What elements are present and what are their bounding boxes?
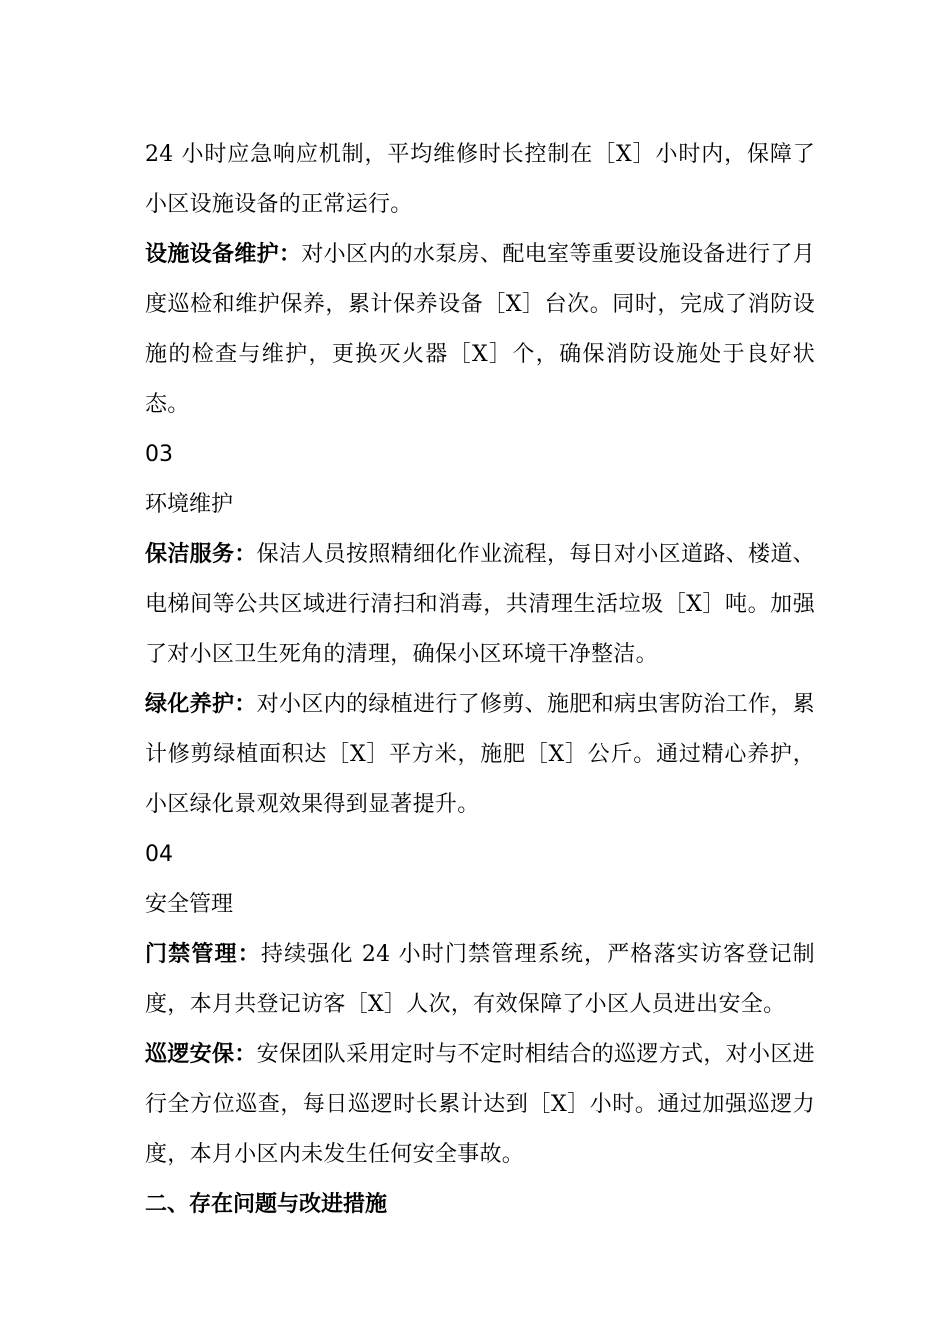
greening-paragraph	[145, 680, 815, 830]
access-control-paragraph	[145, 930, 815, 1030]
greening-label: 绿化养护：	[145, 692, 257, 717]
section-two-heading: 二、存在问题与改进措施	[145, 1192, 388, 1217]
section-title-security: 安全管理	[145, 892, 234, 917]
patrol-text: 安保团队采用定时与不定时相结合的巡逻方式，对小区进行全方位巡查，每日巡逻时长累计达到［X］小时。通过加强巡逻力度，本月小区内未发生任何安全事故。	[145, 1042, 815, 1167]
patrol-label: 巡逻安保：	[145, 1042, 257, 1067]
greening-text: 对小区内的绿植进行了修剪、施肥和病虫害防治工作，累计修剪绿植面积达［X］平方米，施肥［X］公斤。通过精心养护，小区绿化景观效果得到显著提升。	[145, 692, 815, 817]
section-number-03: 03	[145, 442, 173, 467]
facility-maintenance-paragraph	[145, 230, 815, 430]
cleaning-label: 保洁服务：	[145, 542, 257, 567]
facility-maintenance-text: 对小区内的水泵房、配电室等重要设施设备进行了月度巡检和维护保养，累计保养设备［X］台次。同时，完成了消防设施的检查与维护，更换灭火器［X］个，确保消防设施处于良好状态。	[145, 242, 815, 417]
intro-continuation-paragraph: 24 小时应急响应机制，平均维修时长控制在［X］小时内，保障了小区设施设备的正常运行。	[145, 142, 815, 217]
access-control-text: 持续强化 24 小时门禁管理系统，严格落实访客登记制度，本月共登记访客［X］人次，有效保障了小区人员进出安全。	[145, 942, 815, 1017]
access-control-label: 门禁管理：	[145, 942, 261, 967]
document-body	[145, 130, 815, 1230]
cleaning-paragraph	[145, 530, 815, 680]
facility-maintenance-label: 设施设备维护：	[145, 242, 302, 267]
patrol-paragraph	[145, 1030, 815, 1180]
section-title-environment: 环境维护	[145, 492, 234, 517]
section-number-04: 04	[145, 842, 173, 867]
cleaning-text: 保洁人员按照精细化作业流程，每日对小区道路、楼道、电梯间等公共区域进行清扫和消毒，共清理生活垃圾［X］吨。加强了对小区卫生死角的清理，确保小区环境干净整洁。	[145, 542, 815, 667]
